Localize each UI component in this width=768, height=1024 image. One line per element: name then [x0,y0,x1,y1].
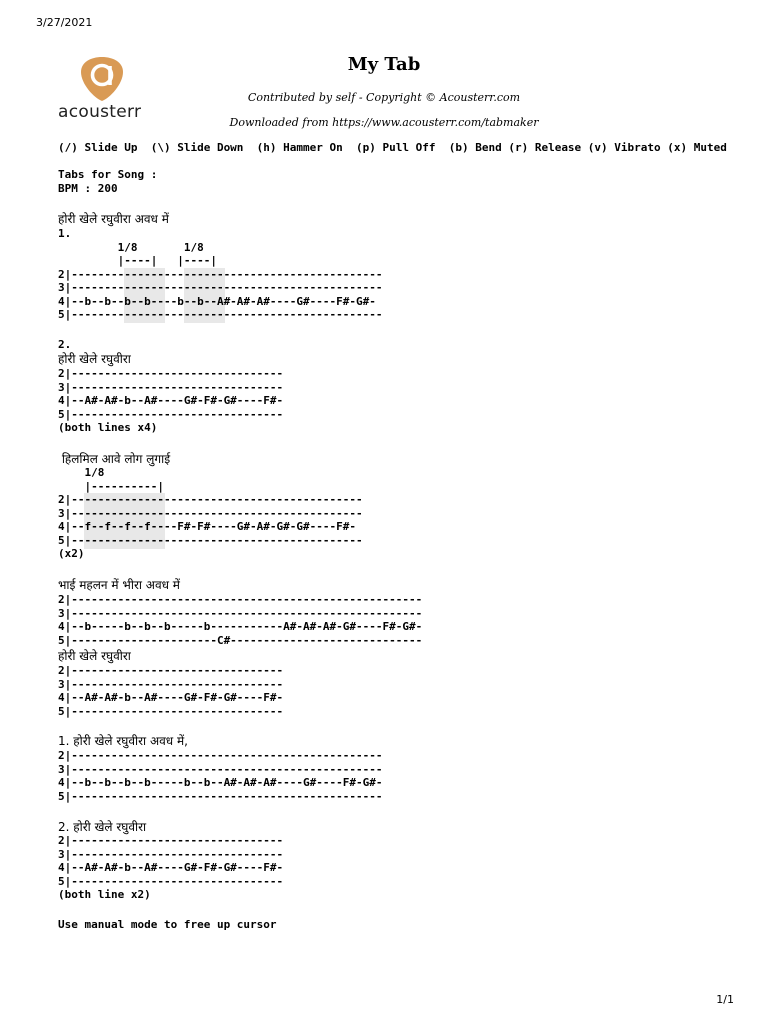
page-number: 1/1 [716,993,734,1006]
section-heading: भाई महलन में भीरा अवध में [58,578,180,592]
section-heading: होरी खेले रघुवीरा [58,352,131,366]
print-date: 3/27/2021 [36,16,93,29]
section-heading: होरी खेले रघुवीरा अवध में [58,212,169,226]
song-info: Tabs for Song : BPM : 200 [58,168,158,195]
tab-block: 2|----------------------------------------------- 3|----------------------------------------------- 4|--b--b--b--b-----b--b--A#-A#-A#----G#----F#-G#- 5|----------------------------------------------- [58,749,383,803]
tab-block: 2|-------------------------------- 3|-------------------------------- 4|--A#-A#-b--A#----G#-F#-G#----F#- 5|-------------------------------- (both lines x4) [58,367,284,434]
downloaded-line: Downloaded from https://www.acousterr.com/tabmaker [229,116,539,129]
tab-block: 2|-------------------------------- 3|-------------------------------- 4|--A#-A#-b--A#----G#-F#-G#----F#- 5|-------------------------------- (both line x2) [58,834,284,901]
section-heading: 2. होरी खेले रघुवीरा [58,820,147,834]
tab-block: 1/8 |----------| 2|-------------------------------------------- 3|-------------------------------------------- 4|--f--f--f--f----F#-F#----G#-A#-G#-G#----F#- 5|-------------------------------------------- (x2) [58,466,363,560]
tab-block: 2|----------------------------------------------------- 3|----------------------------------------------------- 4|--b-----b--b--b-----b-----------A#-A#-A#-G#----F#-G#- 5|----------------------C#----------------------------- [58,593,423,647]
brand-name: acousterr [58,102,142,122]
page-title: My Tab [347,54,421,75]
technique-legend: (/) Slide Up (\) Slide Down (h) Hammer On (p) Pull Off (b) Bend (r) Release (v) Vibrato (x) Muted [58,141,727,154]
tab-block: 2|-------------------------------- 3|-------------------------------- 4|--A#-A#-b--A#----G#-F#-G#----F#- 5|-------------------------------- [58,664,284,718]
section-number: 2. [58,338,72,351]
footer-note: Use manual mode to free up cursor [58,918,277,931]
section-heading: होरी खेले रघुवीरा [58,649,131,663]
tab-block: 1. 1/8 1/8 |----| |----| 2|----------------------------------------------- 3|----------------------------------------------- 4|--b--b--b--b----b--b--A#-A#-A#----G#----F#-G#- 5|----------------------------------------------- [58,227,383,321]
contributed-line: Contributed by self - Copyright © Acousterr.com [247,91,521,104]
section-heading: 1. होरी खेले रघुवीरा अवध में, [58,734,188,748]
section-heading: हिलमिल आवे लोग लुगाई [58,452,171,466]
